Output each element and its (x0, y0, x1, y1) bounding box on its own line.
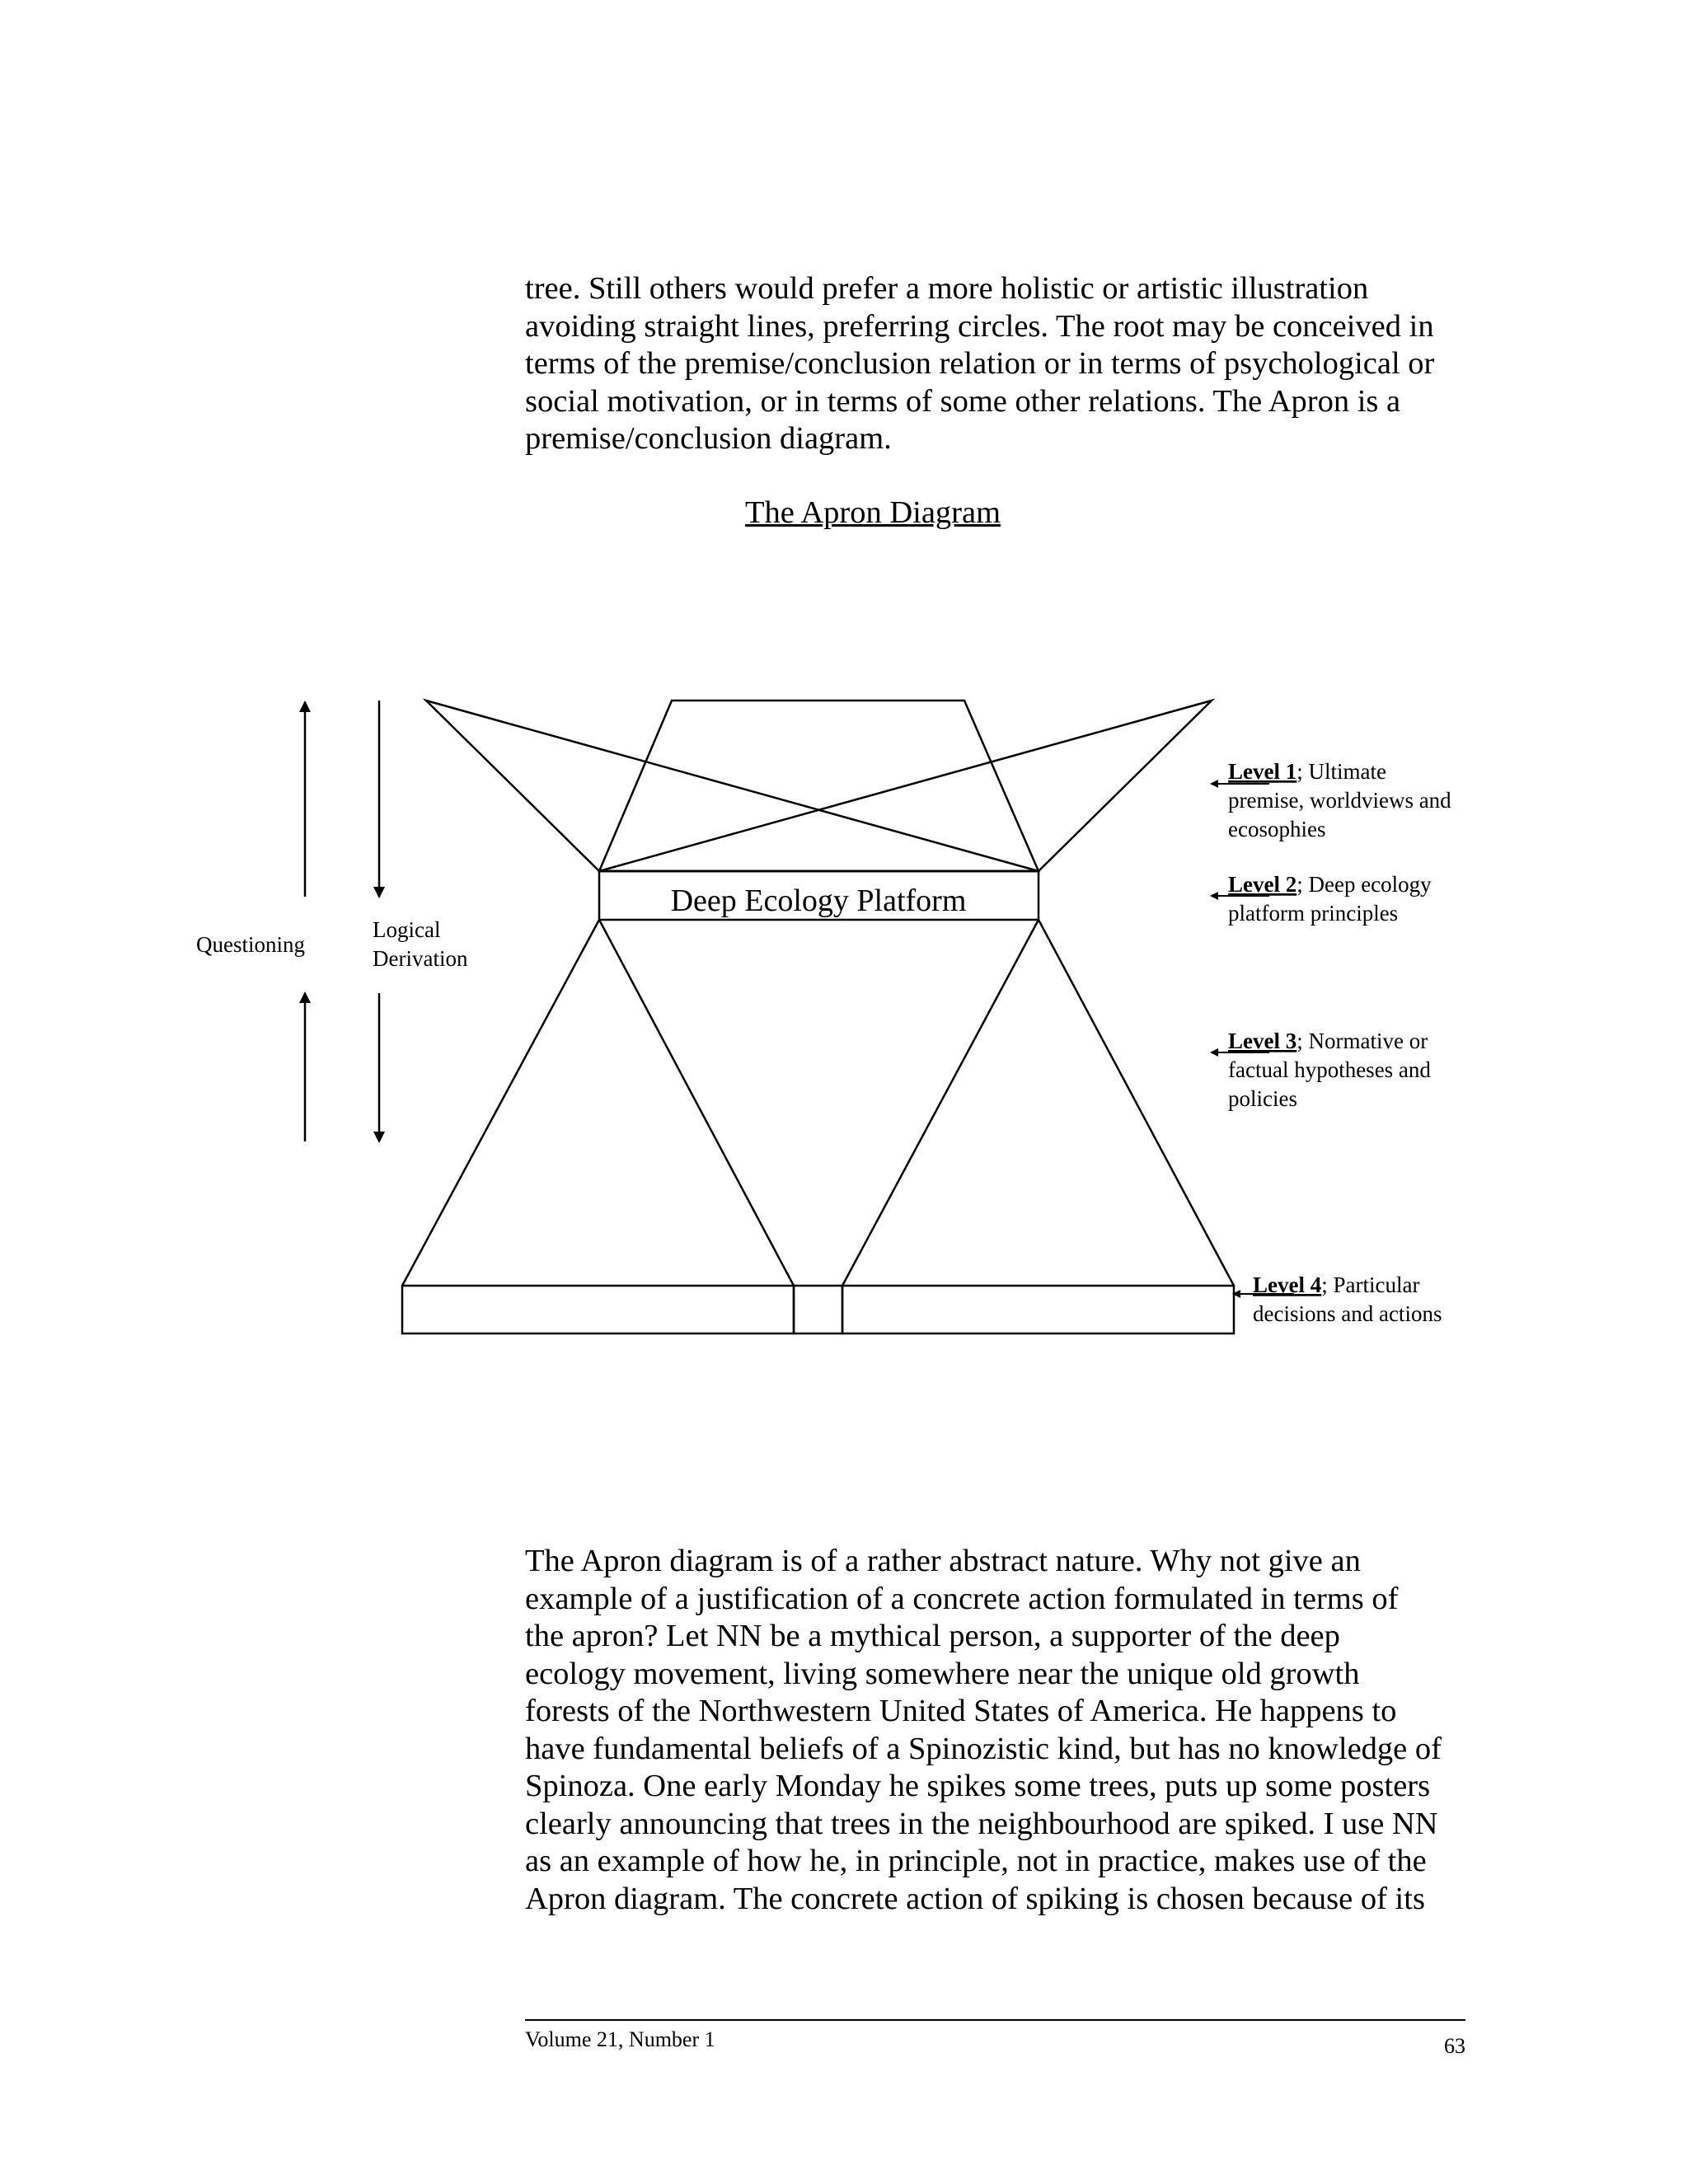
bottom-bar-right (842, 1286, 1234, 1333)
footer-rule (525, 2019, 1465, 2021)
svg-text:Level 3; Normative or: Level 3; Normative or (1228, 1029, 1428, 1053)
svg-text:platform principles: platform principles (1228, 901, 1399, 926)
svg-text:premise, worldviews and: premise, worldviews and (1228, 788, 1451, 813)
diagram-caption: The Apron Diagram (744, 495, 1001, 530)
level-2-label (1212, 872, 1432, 926)
text-line: The Apron diagram is of a rather abstract nature. Why not give an (525, 1544, 1361, 1578)
text-line: clearly announcing that trees in the neighbourhood are spiked. I use NN (525, 1806, 1438, 1841)
svg-text:factual hypotheses and: factual hypotheses and (1228, 1057, 1431, 1082)
left-wing (426, 701, 1039, 871)
bottom-bar-middle (794, 1286, 842, 1333)
text-line: as an example of how he, in principle, not in practice, makes use of the (525, 1844, 1427, 1878)
text-line: Apron diagram. The concrete action of spiking is chosen because of its (525, 1881, 1425, 1916)
apron-line (1039, 920, 1234, 1286)
svg-text:Level 2; Deep ecology: Level 2; Deep ecology (1228, 872, 1432, 897)
level-3-label (1212, 1029, 1431, 1111)
svg-text:Level 1; Ultimate: Level 1; Ultimate (1228, 759, 1386, 784)
svg-text:Level 4; Particular: Level 4; Particular (1253, 1272, 1420, 1297)
paragraph-bottom (525, 1543, 1481, 1918)
text-line: example of a justification of a concrete action formulated in terms of (525, 1581, 1399, 1616)
right-wing (599, 701, 1212, 871)
bottom-bar-left (402, 1286, 794, 1333)
text-line: have fundamental beliefs of a Spinozistic kind, but has no knowledge of (525, 1731, 1442, 1766)
svg-text:ecosophies: ecosophies (1228, 817, 1326, 841)
top-trapezoid (599, 701, 1039, 871)
text-line: avoiding straight lines, preferring circles. The root may be conceived in (525, 308, 1434, 344)
derivation-label-line1: Logical (373, 917, 441, 942)
apron-line (402, 920, 599, 1286)
svg-text:policies: policies (1228, 1086, 1297, 1111)
level-1-label (1212, 759, 1451, 841)
questioning-label: Questioning (196, 932, 305, 957)
svg-text:decisions and actions: decisions and actions (1253, 1301, 1442, 1326)
apron-line (599, 920, 794, 1286)
derivation-label-line2: Derivation (373, 946, 468, 971)
text-line: ecology movement, living somewhere near the unique old growth (525, 1656, 1360, 1691)
footer-volume: Volume 21, Number 1 (525, 2027, 715, 2051)
footer-page-number: 63 (1444, 2034, 1465, 2058)
text-line: tree. Still others would prefer a more holistic or artistic illustration (525, 271, 1369, 306)
text-line: Spinoza. One early Monday he spikes some trees, puts up some posters (525, 1769, 1431, 1803)
text-line: social motivation, or in terms of some other relations. The Apron is a (525, 383, 1401, 419)
text-line: premise/conclusion diagram. (525, 421, 892, 456)
platform-label: Deep Ecology Platform (670, 883, 967, 918)
text-line: the apron? Let NN be a mythical person, a supporter of the deep (525, 1619, 1340, 1653)
text-line: forests of the Northwestern United States of America. He happens to (525, 1694, 1397, 1728)
text-line: terms of the premise/conclusion relation or in terms of psychological or (525, 346, 1435, 381)
level-4-label (1234, 1272, 1442, 1326)
apron-line (842, 920, 1039, 1286)
